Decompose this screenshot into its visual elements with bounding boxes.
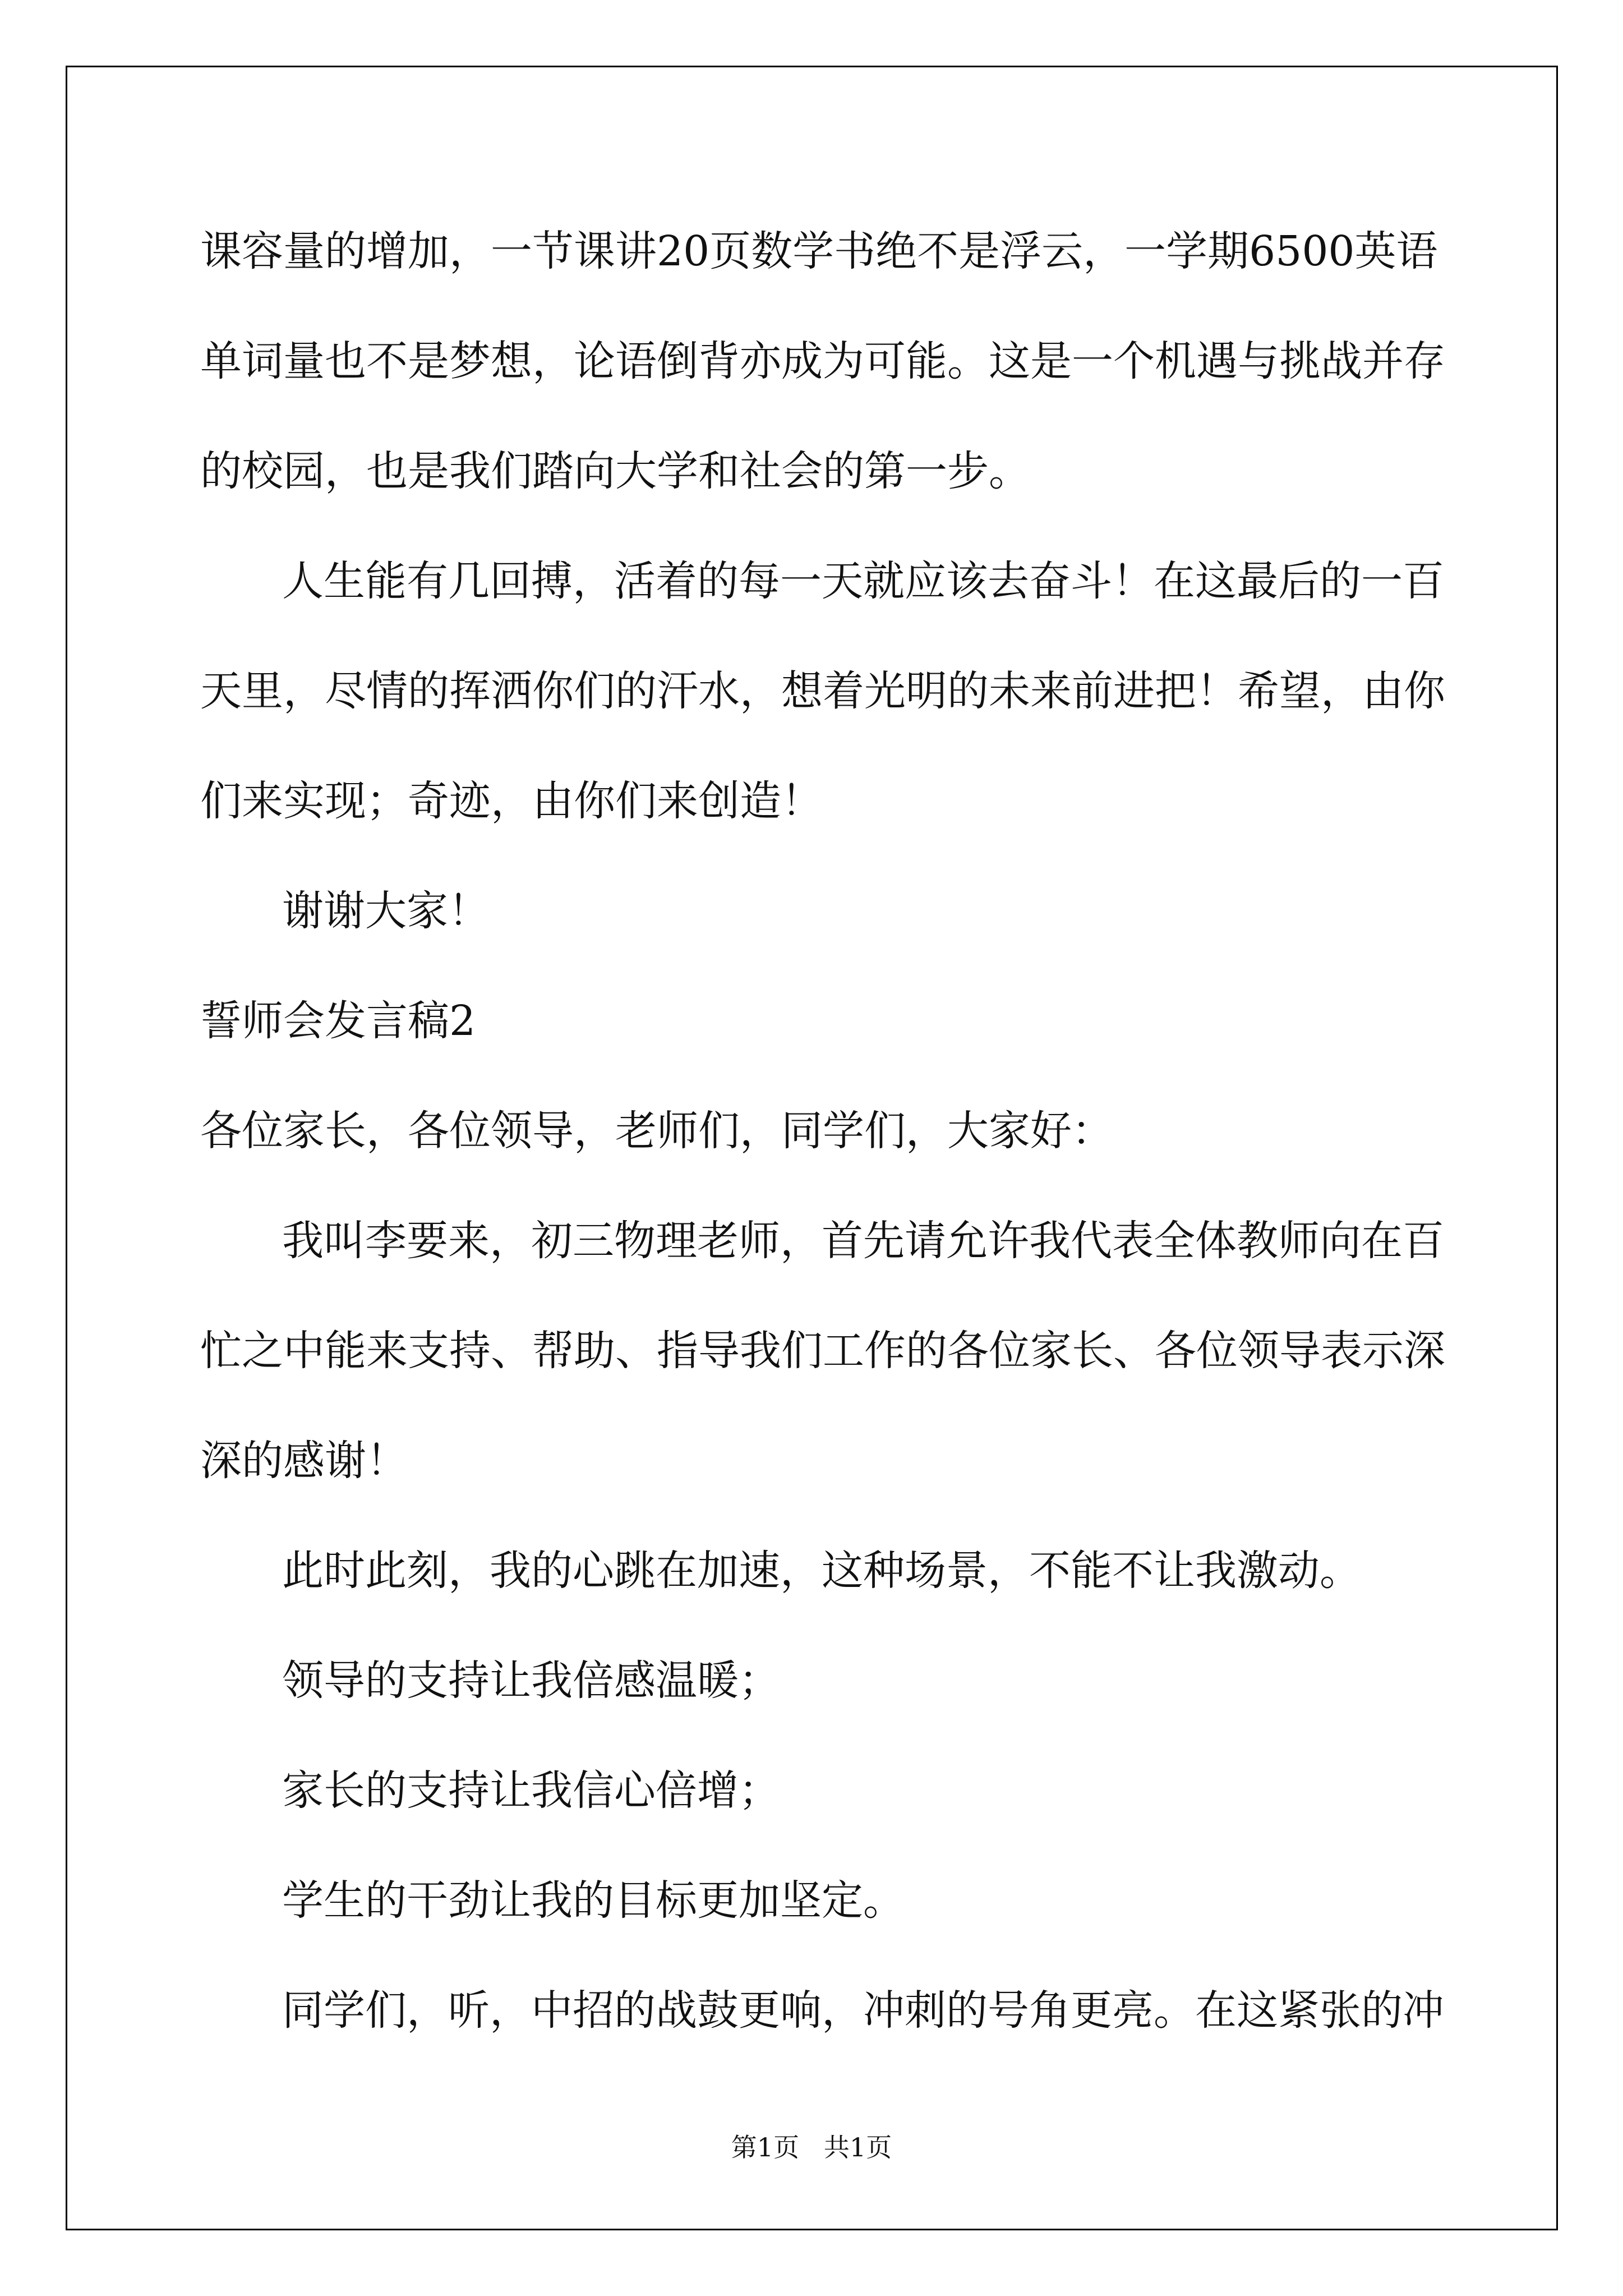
text-line: 我叫李要来，初三物理老师，首先请允许我代表全体教师向在百 — [282, 1217, 1444, 1265]
text-line: 同学们，听，中招的战鼓更响，冲刺的号角更亮。在这紧张的冲 — [282, 1986, 1444, 2035]
text-line: 的校园，也是我们踏向大学和社会的第一步。 — [200, 447, 1030, 495]
text-line: 们来实现；奇迹，由你们来创造！ — [200, 777, 823, 825]
text-line: 深的感谢！ — [200, 1437, 408, 1485]
text-line: 人生能有几回搏，活着的每一天就应该去奋斗！在这最后的一百 — [282, 557, 1444, 605]
text-line: 此时此刻，我的心跳在加速，这种场景，不能不让我激动。 — [282, 1547, 1361, 1595]
text-line: 单词量也不是梦想，论语倒背亦成为可能。这是一个机遇与挑战并存 — [200, 337, 1445, 385]
page-footer: 第1页 共1页 — [731, 2132, 892, 2162]
text-line: 天里，尽情的挥洒你们的汗水，想着光明的未来前进把！希望，由你 — [200, 667, 1445, 715]
text-line: 谢谢大家！ — [282, 887, 490, 935]
text-line: 领导的支持让我倍感温暖； — [282, 1657, 780, 1705]
salutation: 各位家长，各位领导，老师们，同学们，大家好： — [200, 1107, 1113, 1155]
text-line: 家长的支持让我信心倍增； — [282, 1766, 780, 1815]
text-line: 课容量的增加，一节课讲20页数学书绝不是浮云，一学期6500英语 — [200, 227, 1438, 275]
text-line: 学生的干劲让我的目标更加坚定。 — [282, 1876, 905, 1925]
text-line: 忙之中能来支持、帮助、指导我们工作的各位家长、各位领导表示深 — [200, 1327, 1445, 1375]
section-heading: 誓师会发言稿2 — [200, 997, 476, 1045]
